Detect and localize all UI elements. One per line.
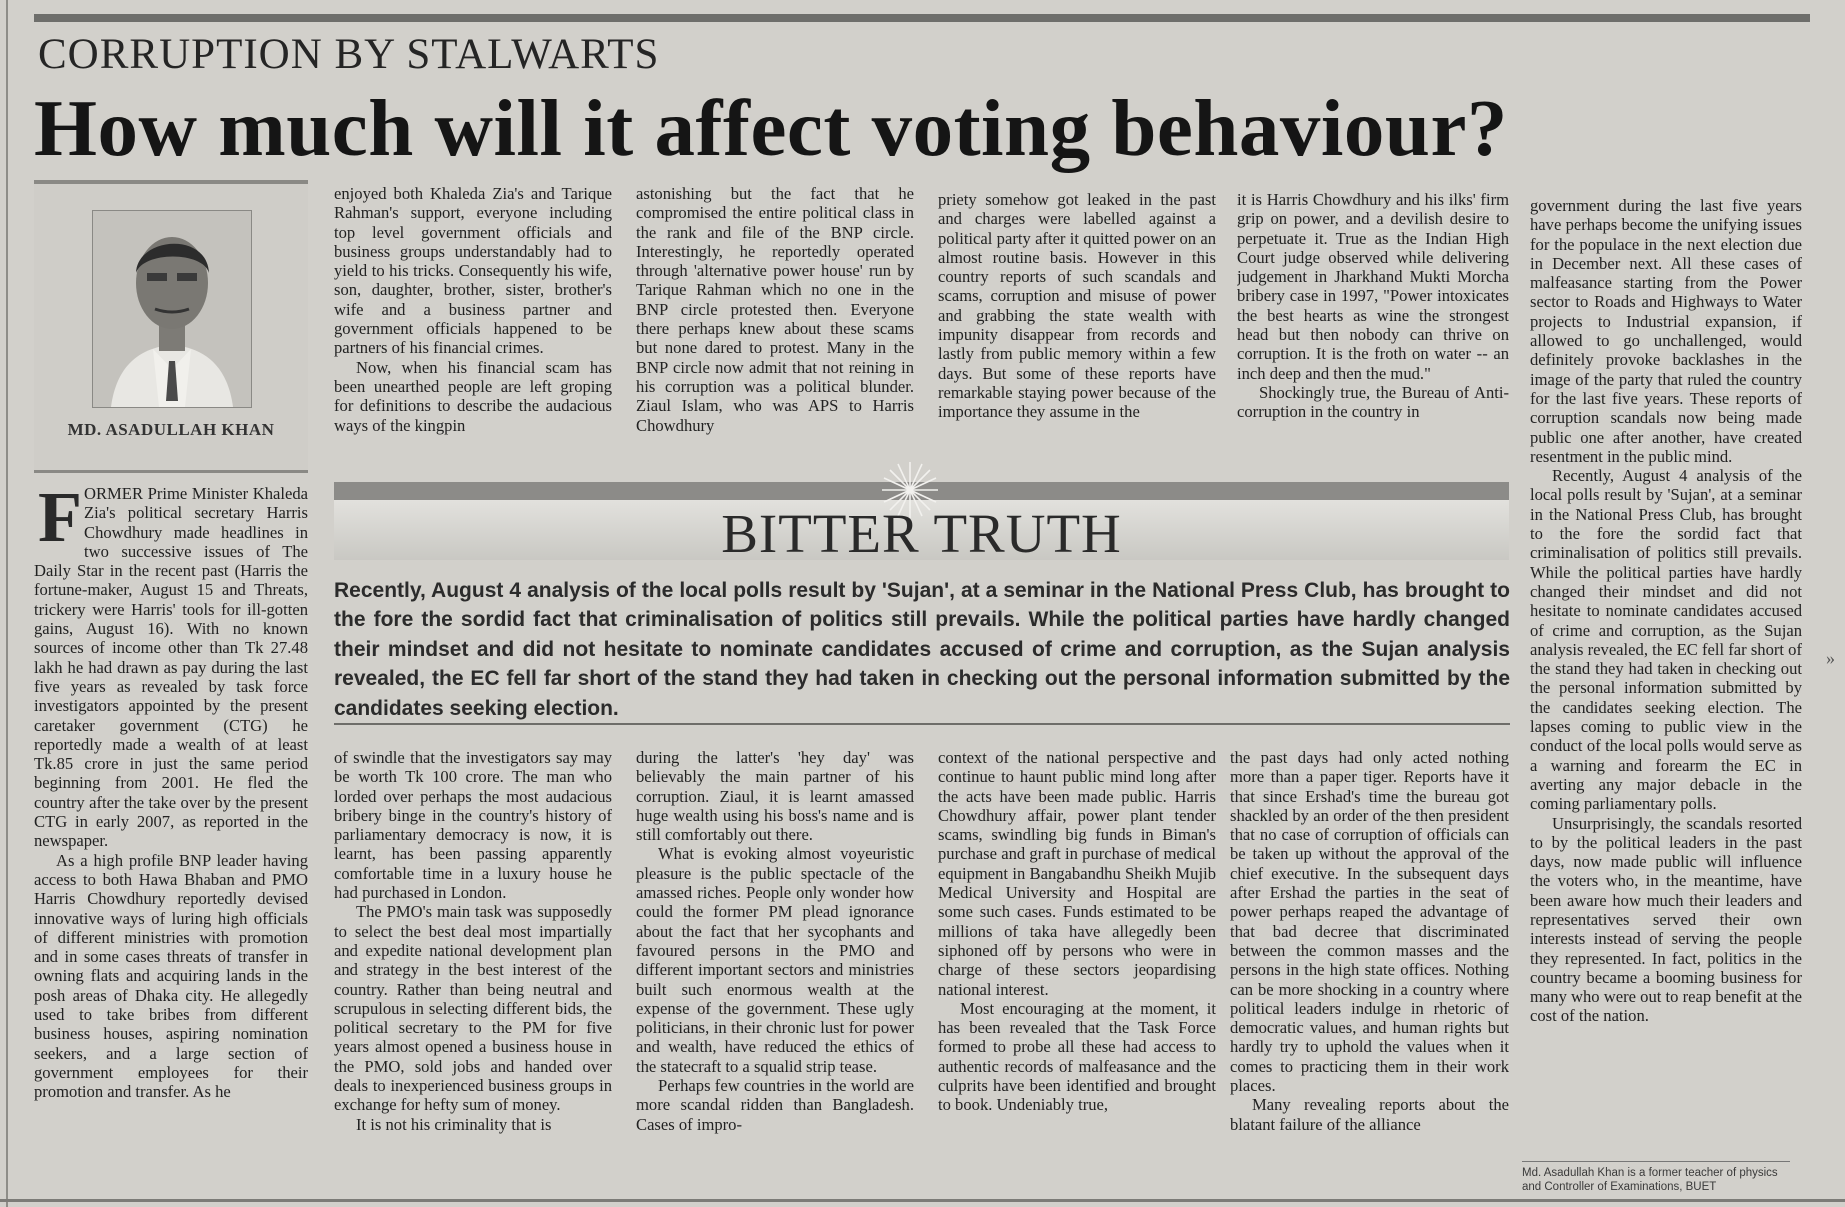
author-byline: MD. ASADULLAH KHAN xyxy=(67,420,275,439)
edge-mark: » xyxy=(1826,648,1835,668)
drop-cap: F xyxy=(38,477,82,557)
paragraph: enjoyed both Khaleda Zia's and Tarique Rahman's support, everyone including top level government officials and business groups understandably had to yield to his tricks. Consequently his wife, son, daughter, brother, sister, brother's wife and a business partner and government officials happened to be partners of his financial crimes. xyxy=(334,184,612,358)
column-6 xyxy=(1530,196,1802,1158)
paragraph: Most encouraging at the moment, it has been revealed that the Task Force formed to probe all these had access to authentic records of malfeasance and the culprits have been identified and brought to book. Undeniably true, xyxy=(938,998,1216,1115)
column-4-lower xyxy=(938,748,1216,1196)
article-kicker: CORRUPTION BY STALWARTS xyxy=(38,31,660,78)
paragraph: As a high profile BNP leader having access to both Hawa Bhaban and PMO Harris Chowdhury reportedly devised innovative ways of luring high officials of different ministries with promotion and in some cases threats of transfer in owning flats and acquiring lands in the posh areas of Dhaka city. He allegedly used to take bribes from different business houses, aspiring nomination seekers, and a large section of government employees for their promotion and transfer. As he xyxy=(34,850,308,1102)
page-left-rule xyxy=(6,0,8,1207)
pullquote-bottom-rule xyxy=(334,723,1510,725)
column-5-upper xyxy=(1237,190,1509,464)
paragraph: Recently, August 4 analysis of the local polls result by 'Sujan', at a seminar in the National Press Club, has brought to the fore the sordid fact that criminalisation of politics still prevails. While the political parties have hardly changed their mindset and did not hesitate to nominate candidates accused of crime and corruption, as the Sujan analysis revealed, the EC fell far short of the stand they had taken in checking out the personal information submitted by the candidates seeking election. The lapses coming to public view in the conduct of the local polls would serve as a warning and forearm the EC in averting any major debacle in the coming parliamentary polls. xyxy=(1530,466,1802,814)
paragraph: Shockingly true, the Bureau of Anti-corruption in the country in xyxy=(1237,382,1509,422)
paragraph: context of the national perspective and continue to haunt public mind long after the acts have been made public. Harris Chowdhury affair, power plant tender scams, swindling big funds in Biman's purchase and graft in purchase of medical equipment in Bangabandhu Sheikh Mujib Medical University and Hospital are some such cases. Funds estimated to be millions of taka have allegedly been siphoned off by persons who were in charge of these sectors jeopardising national interest. xyxy=(938,748,1216,999)
paragraph: the past days had only acted nothing more than a paper tiger. Reports have it that since Ershad's time the bureau got shackled by an order of the then president that no case of corruption of officials can be taken up without the approval of the chief executive. In the subsequent days after Ershad the parties in the seat of power perhaps reaped the advantage of that bad decree that discriminated between the common masses and the persons in the high state offices. Nothing can be more shocking in a country where political leaders indulge in rhetoric of democratic values, and human rights but hardly try to uphold the values when it comes to practicing them in their work places. xyxy=(1230,748,1509,1096)
paragraph: government during the last five years have perhaps become the unifying issues for the populace in the next election due in December next. All these cases of malfeasance starting from the Power sector to Roads and Highways to Water projects to Industrial expansion, if allowed to go unchallenged, would definitely provoke backlashes in the image of the party that ruled the country for the last five years. These reports of corruption scandals now being made public one after another, have created resentment in the public mind. xyxy=(1530,196,1802,466)
paragraph: during the latter's 'hey day' was believably the main partner of his corruption. Ziaul, it is learnt amassed huge wealth using his boss's name and is still comfortably out there. xyxy=(636,748,914,845)
paragraph: Unsurprisingly, the scandals resorted to by the political leaders in the past days, now made public will influence the voters who, in the meantime, have been aware how much their leaders and representatives served their own interests instead of serving the people they represented. In fact, politics in the country became a booming business for many who were out to reap benefit at the cost of the nation. xyxy=(1530,813,1802,1026)
paragraph: it is Harris Chowdhury and his ilks' firm grip on power, and a devilish desire to perpetuate it. True as the Indian High Court judge observed while delivering judgement in Jharkhand Mukti Morcha bribery case in 1997, "Power intoxicates the best hearts as wine the strongest head but then nobody can thrive on corruption. It is the froth on water -- an inch deep and then the mud." xyxy=(1237,190,1509,383)
paragraph: astonishing but the fact that he compromised the entire political class in the rank and file of the BNP circle. Interestingly, he reportedly operated through 'alternative power house' run by Tarique Rahman which no one in the BNP circle protested then. Everyone there perhaps knew about these scams but none dared to protest. Many in the BNP circle now admit that not reining in his corruption was a political blunder. Ziaul Islam, who was APS to Harris Chowdhury xyxy=(636,184,914,435)
bottom-rule xyxy=(0,1199,1845,1202)
column-3-upper xyxy=(636,184,914,464)
column-5-lower xyxy=(1230,748,1509,1196)
paragraph: It is not his criminality that is xyxy=(356,1114,552,1134)
dropcap-spacer xyxy=(34,484,84,544)
article-headline: How much will it affect voting behaviour? xyxy=(34,83,1508,173)
pullquote-title: BITTER TRUTH xyxy=(721,503,1122,564)
paragraph: Perhaps few countries in the world are more scandal ridden than Bangladesh. Cases of impro- xyxy=(636,1076,914,1134)
paragraph: Now, when his financial scam has been unearthed people are left groping for definitions to describe the audacious ways of the kingpin xyxy=(334,357,612,435)
bio-rule xyxy=(1522,1161,1790,1162)
column-1 xyxy=(34,477,308,1196)
pullquote-text: Recently, August 4 analysis of the local polls result by 'Sujan', at a seminar in the National Press Club, has brought to the fore the sordid fact that criminalisation of politics still prevails. While the political parties have hardly changed their mindset and did not hesitate to nominate candidates accused of crime and corruption, as the Sujan analysis revealed, the EC fell far short of the stand they had taken in checking out the personal information submitted by the candidates seeking election. xyxy=(334,579,1510,720)
top-rule xyxy=(34,14,1810,22)
column-4-upper xyxy=(938,190,1216,464)
paragraph: priety somehow got leaked in the past and charges were labelled against a political party after it quitted power on an almost routine basis. However in this country reports of such scandals and scams, corruption and misuse of power and grabbing the state wealth with impunity disappear from records and lastly from public memory within a few days. But some of these reports have remarkable staying power because of the importance they assume in the xyxy=(938,190,1216,422)
paragraph: Many revealing reports about the blatant failure of the alliance xyxy=(1230,1095,1509,1134)
author-bio: Md. Asadullah Khan is a former teacher of physics and Controller of Examinations, BUET xyxy=(1522,1167,1778,1193)
paragraph: The PMO's main task was supposedly to select the best deal most impartially and expedite national development plan and strategy in the best interest of the country. Rather than being neutral and scrupulous in selecting different bids, the political secretary to the PM for five years almost opened a business house in the PMO, sold jobs and handed over deals to inexperienced business groups in exchange for hefty sum of money. xyxy=(334,902,612,1115)
paragraph: ORMER Prime Minister Khaleda Zia's political secretary Harris Chowdhury made headlines in two successive issues of The Daily Star in the recent past (Harris the fortune-maker, August 15 and Threats, trickery were Harris' tools for ill-gotten gains, August 16). With no known sources of income other than Tk 27.48 lakh he had drawn as pay during the last five years as revealed by task force investigators appointed by the present caretaker government (CTG) he reportedly made a wealth of at least Tk.85 crore in just the same period beginning from 2001. He fled the country after the take over by the present CTG in early 2007, as reported in the newspaper. xyxy=(34,484,308,851)
column-2-lower xyxy=(334,748,612,1196)
paragraph: of swindle that the investigators say may be worth Tk 100 crore. The man who lorded over perhaps the most audacious bribery binge in the country's history of parliamentary democracy is now, it is learnt, has been passing apparently comfortable time in a luxury house he had purchased in London. xyxy=(334,748,612,903)
author-photo xyxy=(92,210,252,408)
paragraph: What is evoking almost voyeuristic pleasure is the public spectacle of the amassed riches. People only wonder how could the former PM plead ignorance about the fact that her sycophants and favoured persons in the PMO and different important sectors and ministries built such enormous wealth at the expense of the government. These ugly politicians, in their chronic lust for power and wealth, have reduced the ethics of the statecraft to a squalid strip tease. xyxy=(636,844,914,1076)
column-3-lower xyxy=(636,748,914,1196)
column-2-upper xyxy=(334,184,612,464)
